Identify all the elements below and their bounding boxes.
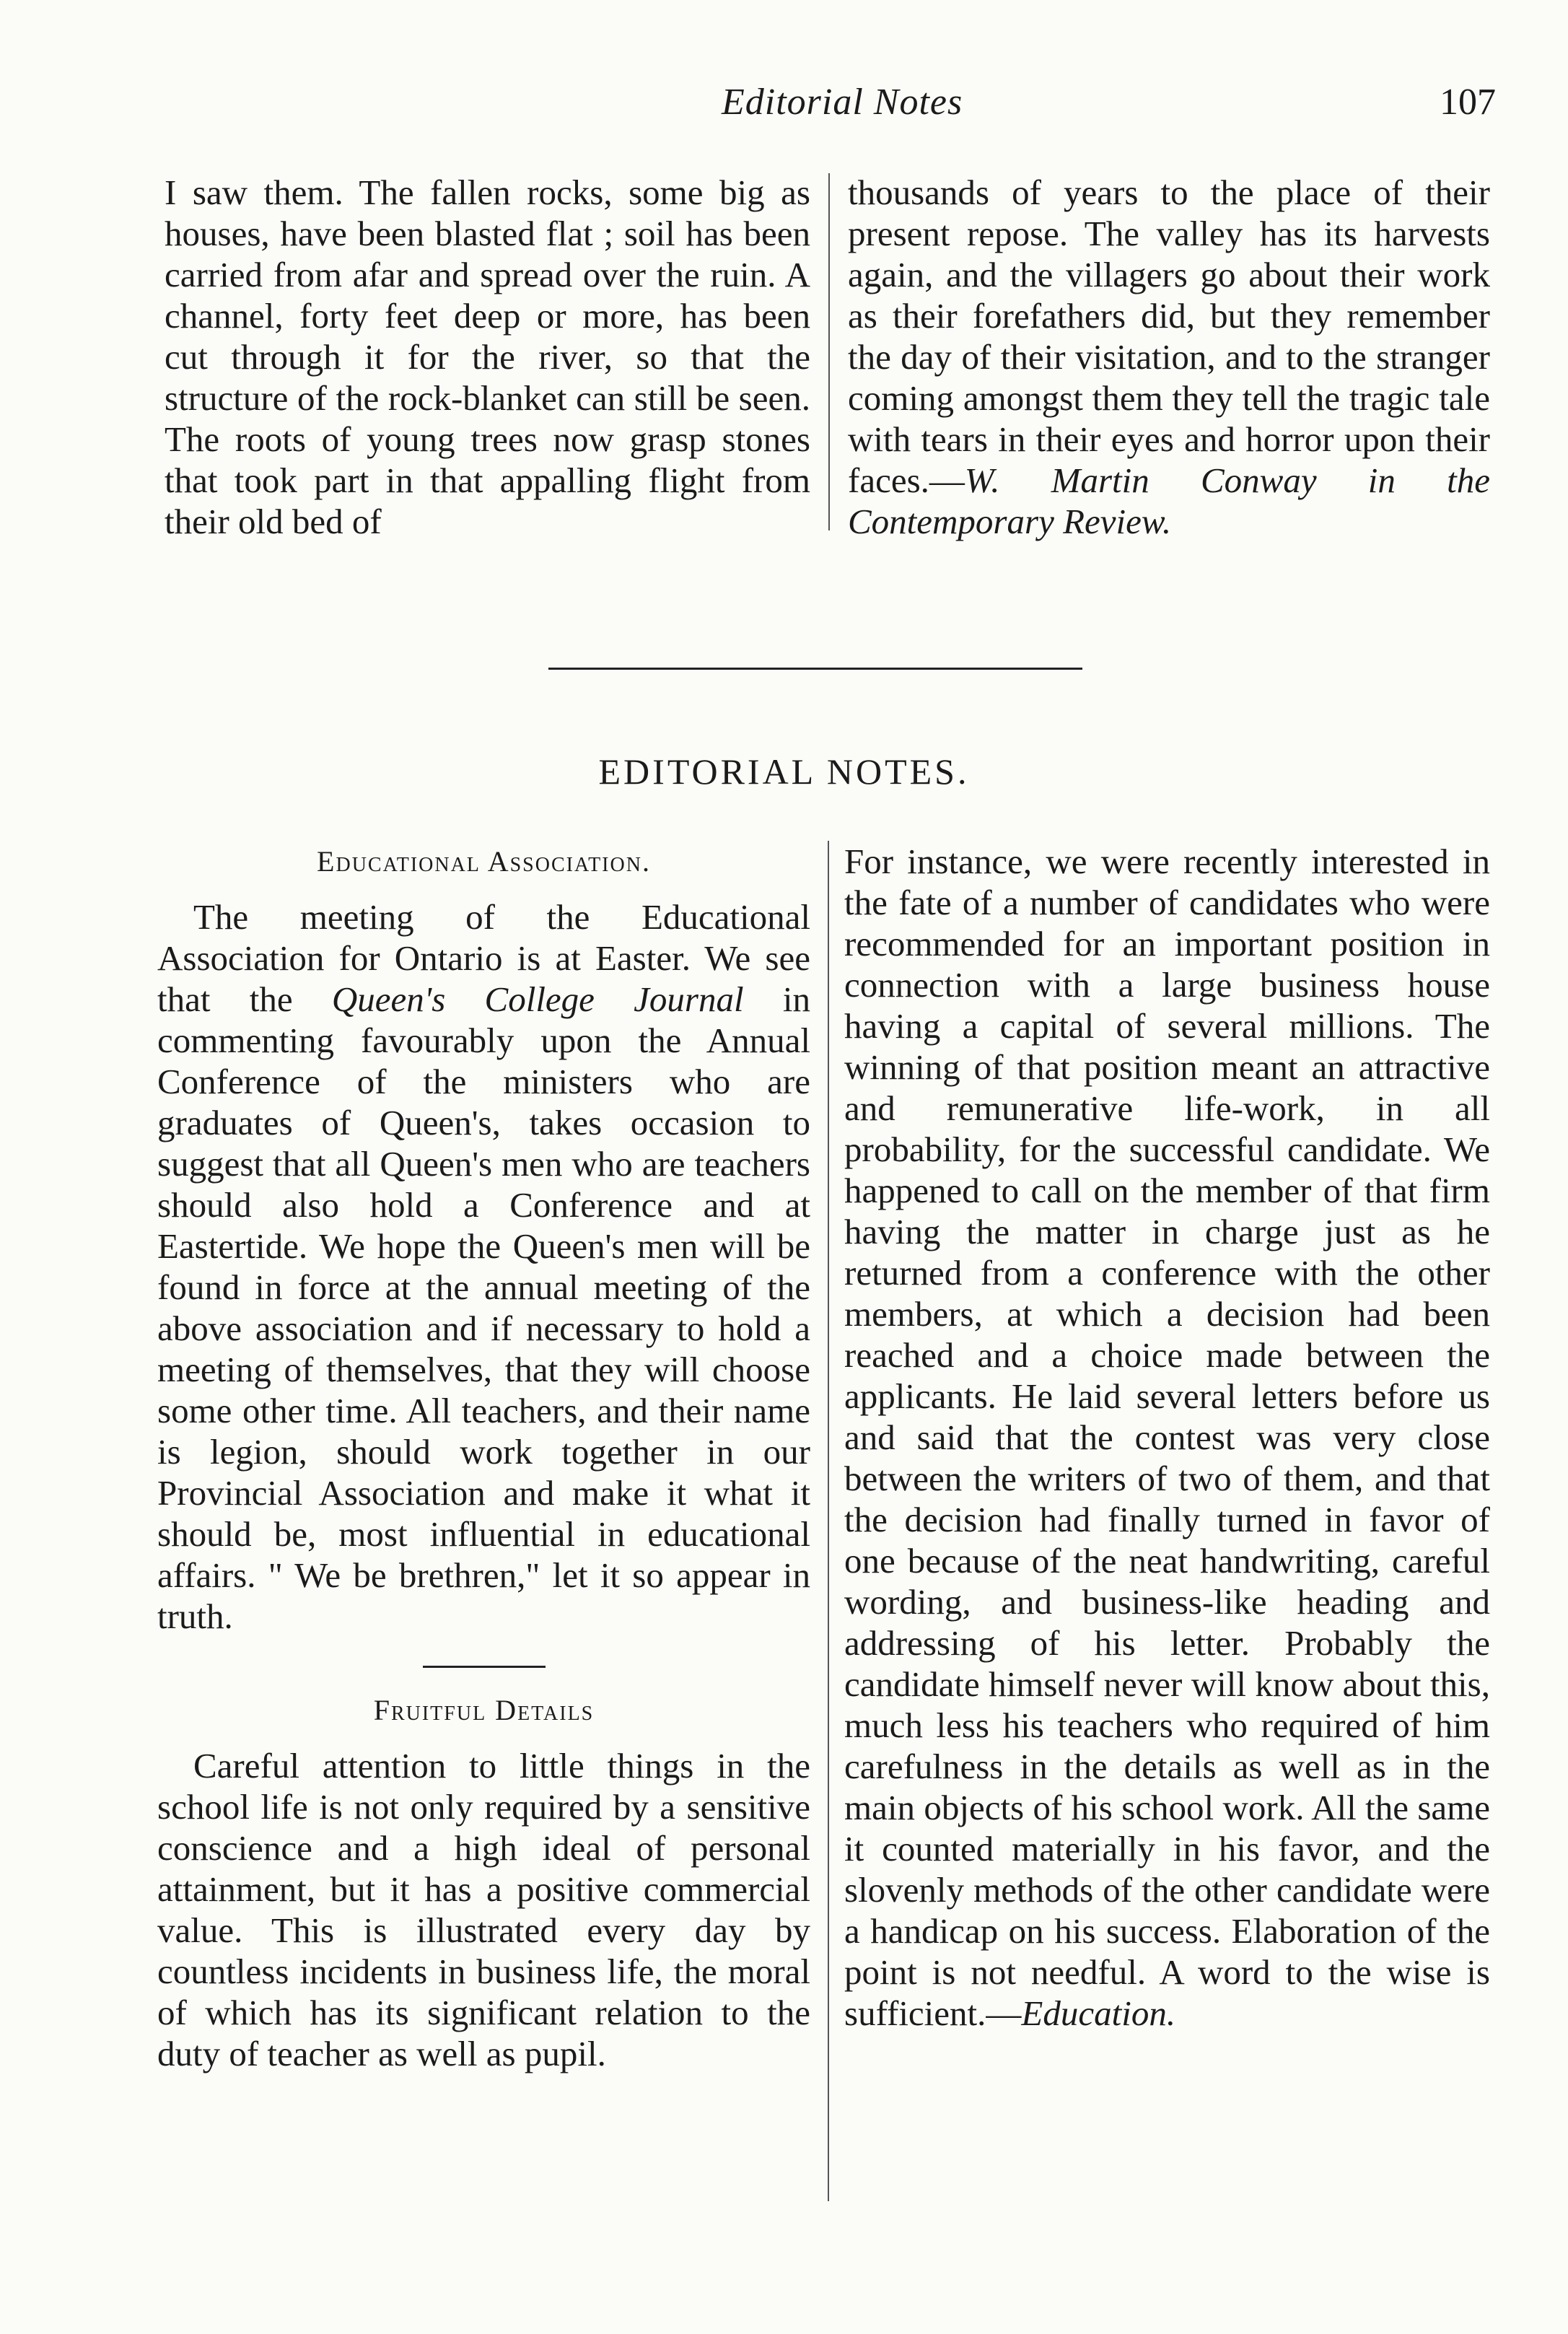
educational-text-2: in commenting favourably upon the Annual Conference of the ministers who are graduates of Queen's, takes occasion to suggest that all Queen's men who are teachers should also hold a Conference and at Eastertide. We hope the Queen's men will be found in force at the annual meeting of the above association and if necessary to hold a meeting of themselves, that they will choose some other time. All teachers, and their name is legion, should work together in our Provincial Association and make it what it should be, most influential in educational affairs. " We be brethren," let it so appear in truth. (157, 979, 810, 1636)
bottom-left-column (157, 841, 810, 2074)
fruitful-signature: Education. (1021, 1993, 1176, 2033)
top-right-signature: W. Martin Conway in the Contemporary Review. (848, 460, 1490, 541)
section-title: EDITORIAL NOTES. (598, 751, 970, 792)
top-left-text: I saw them. The fallen rocks, some big as houses, have been blasted flat ; soil has been carried from afar and spread over the ruin. A channel, forty feet deep or more, has been cut through it for the river, so that the structure of the rock-blanket can still be seen. The roots of young trees now grasp stones that took part in that appalling flight from their old bed of (165, 172, 810, 541)
top-right-text: thousands of years to the place of their present repose. The valley has its harvests again, and the villagers go about their work as their forefathers did, but they remember the day of their visitation, and to the stranger coming amongst them they tell the tragic tale with tears in their eyes and horror upon their faces.— (848, 172, 1490, 500)
top-left-column (165, 172, 810, 542)
column-divider-bottom (828, 841, 829, 2201)
top-right-column (848, 172, 1490, 542)
section-divider (548, 668, 1082, 670)
page-number: 107 (1440, 82, 1496, 123)
article-divider (423, 1666, 546, 1668)
educational-text-1: The meeting of the Educational Association for Ontario is at Easter. We see that the (157, 897, 810, 1019)
fruitful-right-text: For instance, we were recently interested in the fate of a number of candidates who were recommended for an important position in connection with a large business house having a capital of several millions. The winning of that position meant an attractive and remunerative life-work, in all probability, for the successful candidate. We happened to call on the member of that firm having the matter in charge just as he returned from a conference with the other members, at which a decision had been reached and a choice made between the applicants. He laid several letters before us and said that the contest was very close between the writers of two of them, and that the decision had finally turned in favor of one because of the neat handwriting, careful wording, and business-like heading and addressing of his letter. Probably the candidate himself never will know about this, much less his teachers who required of him carefulness in the details as well as in the main objects of his school work. All the same it counted materially in his favor, and the slovenly methods of the other candidate were a handicap on his success. Elaboration of the point is not needful. A word to the wise is sufficient.— (844, 842, 1490, 2033)
fruitful-left-text: Careful attention to little things in the school life is not only required by a sensitive conscience and a high ideal of personal attainment, but it has a positive commercial value. This is illustrated every day by countless incidents in business life, the moral of which has its significant relation to the duty of teacher as well as pupil. (157, 1746, 810, 2073)
educational-paragraph (157, 896, 810, 1637)
running-header (0, 81, 1568, 131)
fruitful-right-paragraph (844, 841, 1490, 2034)
column-divider-top (828, 173, 830, 530)
fruitful-heading: Fruitful Details (373, 1694, 595, 1726)
educational-heading: Educational Association. (317, 845, 651, 878)
running-title: Editorial Notes (722, 82, 963, 123)
top-right-paragraph (848, 172, 1490, 542)
bottom-right-column (844, 841, 1490, 2034)
educational-journal-name: Queen's College Journal (331, 979, 744, 1019)
